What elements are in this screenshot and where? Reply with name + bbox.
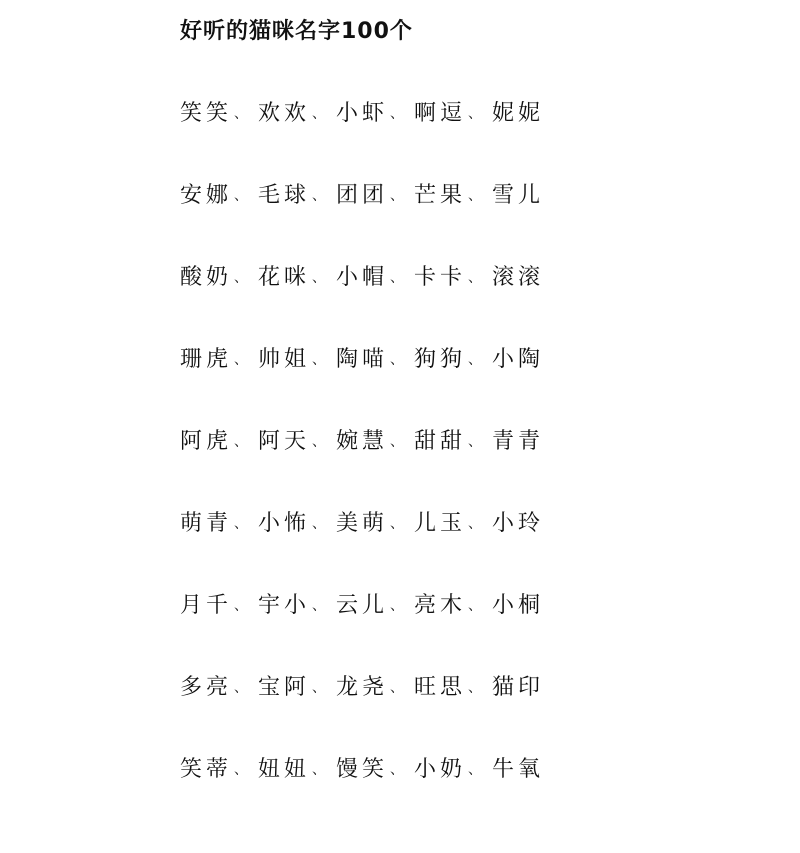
cat-name: 青青 xyxy=(492,429,545,454)
cat-name: 儿玉 xyxy=(414,511,467,536)
cat-name: 亮木 xyxy=(414,593,467,618)
name-row: 珊虎 、 帅姐 、 陶喵 、 狗狗 、 小陶 xyxy=(180,342,780,424)
name-row: 阿虎 、 阿天 、 婉慧 、 甜甜 、 青青 xyxy=(180,424,780,506)
cat-name: 萌青 xyxy=(180,511,233,536)
cat-name: 婉慧 xyxy=(336,429,389,454)
cat-name: 卡卡 xyxy=(414,265,467,290)
cat-name: 多亮 xyxy=(180,675,233,700)
cat-name: 珊虎 xyxy=(180,347,233,372)
name-row: 笑笑 、 欢欢 、 小虾 、 啊逗 、 妮妮 xyxy=(180,96,780,178)
page-title: 好听的猫咪名字100个 xyxy=(180,19,413,44)
name-row: 酸奶 、 花咪 、 小帽 、 卡卡 、 滚滚 xyxy=(180,260,780,342)
cat-name: 小帽 xyxy=(336,265,389,290)
cat-name: 笑笑 xyxy=(180,101,233,126)
name-row: 多亮 、 宝阿 、 龙尧 、 旺思 、 猫印 xyxy=(180,670,780,752)
cat-name: 小桐 xyxy=(492,593,545,618)
cat-name: 团团 xyxy=(336,183,389,208)
cat-name: 欢欢 xyxy=(258,101,311,126)
cat-name: 阿虎 xyxy=(180,429,233,454)
cat-name: 陶喵 xyxy=(336,347,389,372)
cat-name: 小虾 xyxy=(336,101,389,126)
name-row: 月千 、 宇小 、 云儿 、 亮木 、 小桐 xyxy=(180,588,780,670)
cat-name: 滚滚 xyxy=(492,265,545,290)
name-row: 萌青 、 小怖 、 美萌 、 儿玉 、 小玲 xyxy=(180,506,780,588)
cat-name: 宝阿 xyxy=(258,675,311,700)
cat-name: 旺思 xyxy=(414,675,467,700)
cat-name: 猫印 xyxy=(492,675,545,700)
cat-name: 宇小 xyxy=(258,593,311,618)
cat-name: 馒笑 xyxy=(336,757,389,782)
cat-name: 酸奶 xyxy=(180,265,233,290)
cat-name: 美萌 xyxy=(336,511,389,536)
cat-name: 狗狗 xyxy=(414,347,467,372)
cat-name: 安娜 xyxy=(180,183,233,208)
cat-name: 牛氧 xyxy=(492,757,545,782)
cat-name: 笑蒂 xyxy=(180,757,233,782)
cat-name: 芒果 xyxy=(414,183,467,208)
cat-name: 帅姐 xyxy=(258,347,311,372)
cat-name: 月千 xyxy=(180,593,233,618)
cat-name: 云儿 xyxy=(336,593,389,618)
cat-name-list xyxy=(180,96,780,834)
cat-name: 小怖 xyxy=(258,511,311,536)
cat-name: 妞妞 xyxy=(258,757,311,782)
cat-name: 雪儿 xyxy=(492,183,545,208)
cat-name: 阿天 xyxy=(258,429,311,454)
cat-name: 龙尧 xyxy=(336,675,389,700)
cat-name: 花咪 xyxy=(258,265,311,290)
name-row: 安娜 、 毛球 、 团团 、 芒果 、 雪儿 xyxy=(180,178,780,260)
cat-name: 小玲 xyxy=(492,511,545,536)
name-row: 笑蒂 、 妞妞 、 馒笑 、 小奶 、 牛氧 xyxy=(180,752,780,834)
cat-name: 甜甜 xyxy=(414,429,467,454)
cat-name: 妮妮 xyxy=(492,101,545,126)
cat-name: 啊逗 xyxy=(414,101,467,126)
cat-name: 毛球 xyxy=(258,183,311,208)
cat-name: 小陶 xyxy=(492,347,545,372)
cat-name: 小奶 xyxy=(414,757,467,782)
